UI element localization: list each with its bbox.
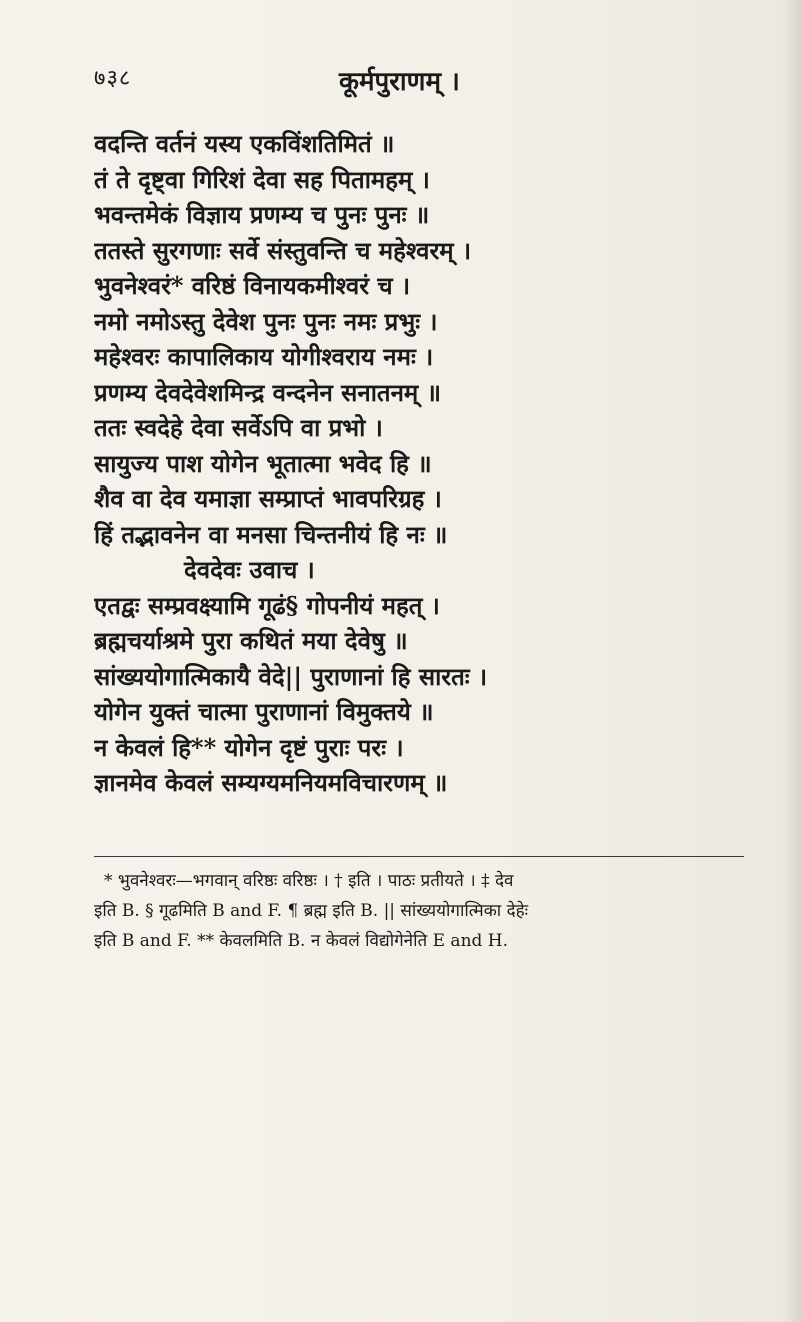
verse-line: ज्ञानमेव केवलं सम्यग्यमनियमविचारणम् ॥ xyxy=(94,768,448,797)
verse-line: शैव वा देव यमाज्ञा सम्प्राप्तं भावपरिग्रह । xyxy=(94,484,442,513)
verse-line: तं ते दृष्ट्वा गिरिशं देवा सह पितामहम् । xyxy=(94,164,430,194)
footnote-line: इति B. § गूढमिति B and F. ¶ ब्रह्म इति B. || सांख्ययोगात्मिका देहेः xyxy=(94,901,529,921)
verse-line: सांख्ययोगात्मिकायै वेदे|| पुराणानां हि सारतः । xyxy=(94,661,488,691)
verse-line: प्रणम्य देवदेवेशमिन्द्र वन्दनेन सनातनम् ॥ xyxy=(94,377,442,407)
verse-line: भुवनेश्वरं* वरिष्ठं विनायकमीश्वरं च । xyxy=(94,271,411,300)
running-title: कूर्मपुराणम् । xyxy=(339,67,460,97)
page-number: ७३८ xyxy=(94,66,132,91)
footnote-line: * भुवनेश्वरः—भगवान् वरिष्ठः वरिष्ठः । † इति । पाठः प्रतीयते । ‡ देव xyxy=(104,871,514,891)
page-edge-shadow xyxy=(783,0,801,1322)
page-header xyxy=(94,62,734,102)
section-heading: देवदेवः उवाच । xyxy=(184,555,315,584)
verse-line: न केवलं हि** योगेन दृष्टं पुराः परः । xyxy=(94,732,404,762)
verse-line: भवन्तमेकं विज्ञाय प्रणम्य च पुनः पुनः ॥ xyxy=(94,200,430,229)
verse-line: एतद्वः सम्प्रवक्ष्यामि गूढं§ गोपनीयं महत् । xyxy=(94,590,440,620)
verse-line: हिं तद्भावनेन वा मनसा चिन्तनीयं हि नः ॥ xyxy=(94,519,448,549)
footnote-divider xyxy=(94,856,744,857)
footnote-line: इति B and F. ** केवलमिति B. न केवलं विद्योगेनेति E and H. xyxy=(94,931,509,951)
verse-line: सायुज्य पाश योगेन भूतात्मा भवेद हि ॥ xyxy=(94,448,432,478)
verse-line: ततः स्वदेहे देवा सर्वेऽपि वा प्रभो । xyxy=(94,413,383,442)
footnote-block xyxy=(94,866,744,956)
verse-line: वदन्ति वर्तनं यस्य एकविंशतिमितं ॥ xyxy=(94,129,395,158)
verse-line: ततस्ते सुरगणाः सर्वे संस्तुवन्ति च महेश्वरम् । xyxy=(94,235,472,265)
verse-line: योगेन युक्तं चात्मा पुराणानां विमुक्तये ॥ xyxy=(94,697,434,726)
verse-block xyxy=(94,126,724,801)
verse-line: ब्रह्मचर्याश्रमे पुरा कथितं मया देवेषु ॥ xyxy=(94,626,408,655)
verse-line: महेश्वरः कापालिकाय योगीश्वराय नमः । xyxy=(94,342,434,371)
verse-line: नमो नमोऽस्तु देवेश पुनः पुनः नमः प्रभुः । xyxy=(94,306,438,336)
